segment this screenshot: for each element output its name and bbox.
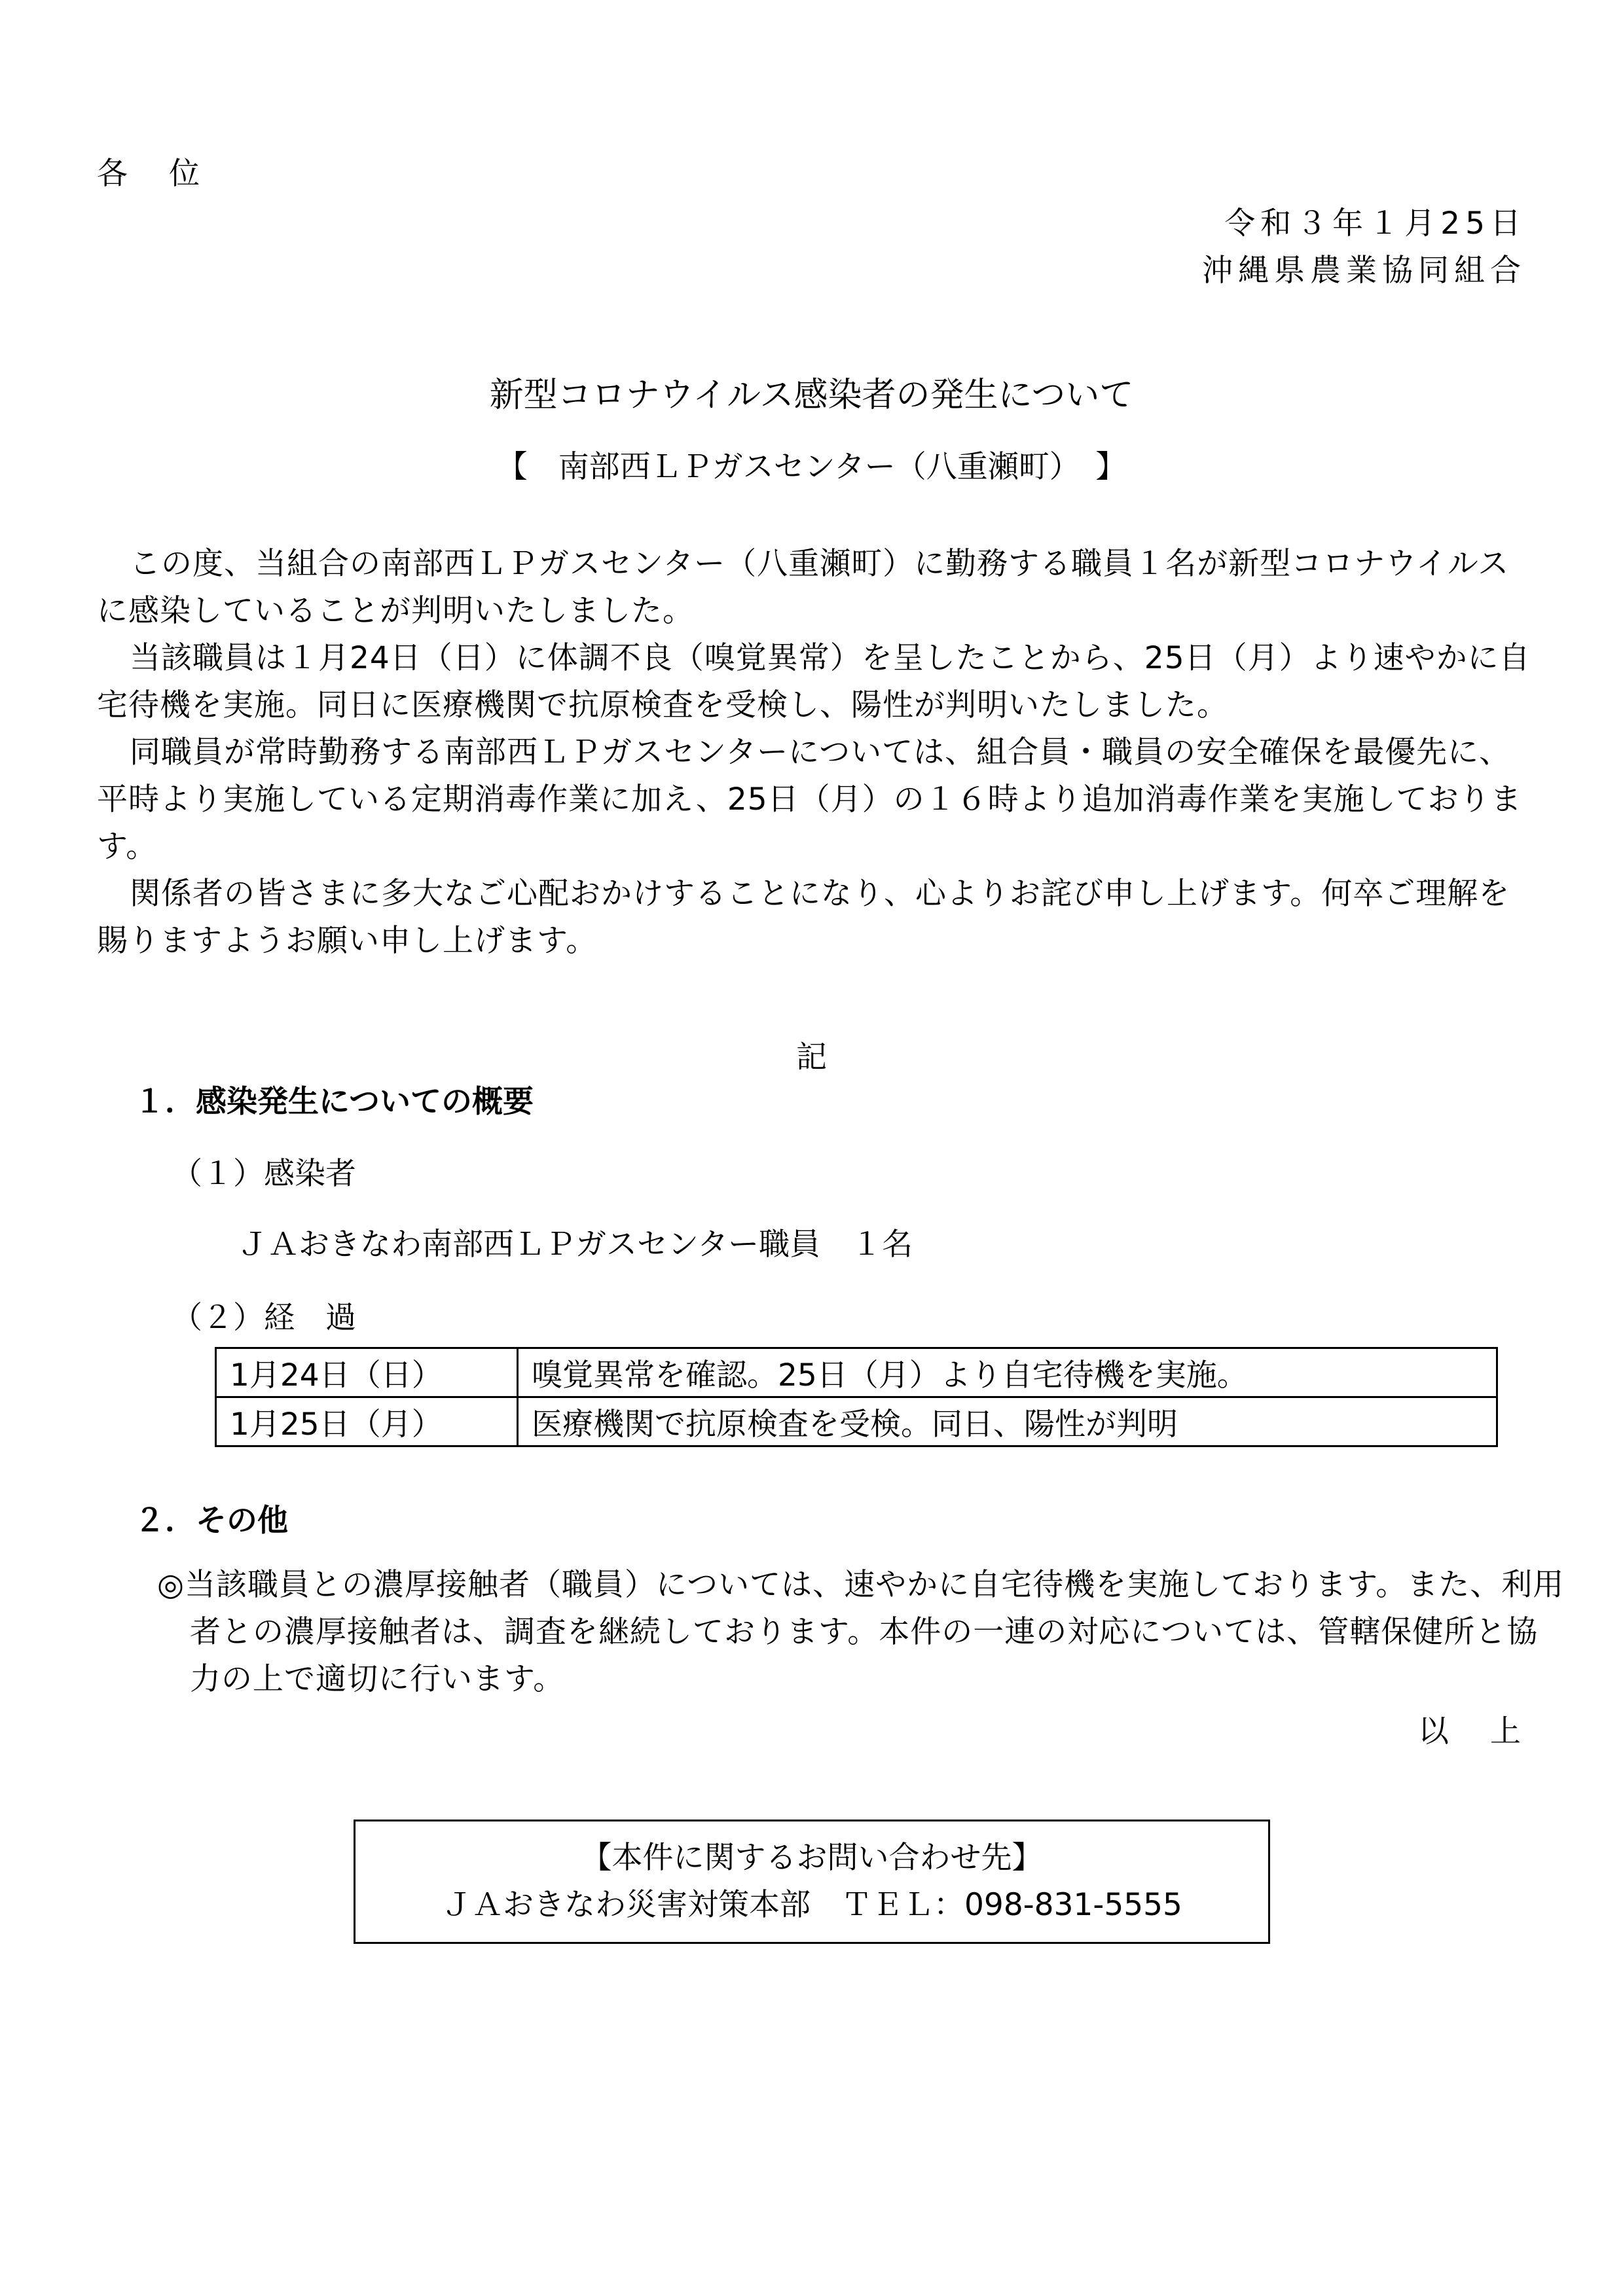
table-row bbox=[216, 1348, 1497, 1397]
infected-label: （１）感染者 bbox=[172, 1156, 356, 1192]
document-title: 新型コロナウイルス感染者の発生について bbox=[489, 376, 1134, 415]
body-paragraph-3: 同職員が常時勤務する南部西ＬＰガスセンターについては、組合員・職員の安全確保を最優先に、平時より実施している定期消毒作業に加え、25日（月）の１６時より追加消毒作業を実施しております。 bbox=[97, 734, 1522, 865]
body-paragraph-1: この度、当組合の南部西ＬＰガスセンター（八重瀬町）に勤務する職員１名が新型コロナウイルスに感染していることが判明いたしました。 bbox=[97, 546, 1510, 629]
recipient-line: 各 位 bbox=[97, 156, 205, 192]
progress-date-cell: 1月24日（日） bbox=[216, 1348, 518, 1397]
contact-box bbox=[354, 1820, 1270, 1944]
issue-date: 令和３年１月25日 bbox=[1224, 206, 1526, 242]
section2-heading: ２．その他 bbox=[134, 1503, 288, 1539]
progress-event-cell: 医療機関で抗原検査を受検。同日、陽性が判明 bbox=[518, 1397, 1497, 1446]
body-text bbox=[97, 541, 1531, 965]
progress-event-cell: 嗅覚異常を確認。25日（月）より自宅待機を実施。 bbox=[518, 1348, 1497, 1397]
progress-label: （２）経 過 bbox=[172, 1300, 356, 1336]
table-row bbox=[216, 1397, 1497, 1446]
contact-label: 【本件に関するお問い合わせ先】 bbox=[581, 1840, 1043, 1876]
body-paragraph-4: 関係者の皆さまに多大なご心配おかけすることになり、心よりお詫び申し上げます。何卒ご理解を賜りますようお願い申し上げます。 bbox=[97, 876, 1510, 959]
contact-info: ＪＡおきなわ災害対策本部 ＴＥＬ：098-831-5555 bbox=[441, 1887, 1182, 1923]
notes-mark: 記 bbox=[796, 1039, 827, 1075]
section2-text: ◎当該職員との濃厚接触者（職員）については、速やかに自宅待機を実施しております。また、利用者との濃厚接触者は、調査を継続しております。本件の一連の対応については、管轄保健所と協力の上で適切に行います。 bbox=[157, 1567, 1565, 1697]
body-paragraph-2: 当該職員は１月24日（日）に体調不良（嗅覚異常）を呈したことから、25日（月）より速やかに自宅待機を実施。同日に医療機関で抗原検査を受検し、陽性が判明いたしました。 bbox=[97, 640, 1531, 723]
progress-date-cell: 1月25日（月） bbox=[216, 1397, 518, 1446]
document-subtitle: 【 南部西ＬＰガスセンター（八重瀬町） 】 bbox=[496, 449, 1127, 485]
closing-mark: 以 上 bbox=[1418, 1713, 1526, 1749]
infected-value: ＪＡおきなわ南部西ＬＰガスセンター職員 １名 bbox=[237, 1227, 913, 1263]
issuing-organization: 沖縄県農業協同組合 bbox=[1202, 253, 1526, 289]
section1-heading: １．感染発生についての概要 bbox=[134, 1084, 534, 1120]
progress-table bbox=[215, 1347, 1498, 1447]
